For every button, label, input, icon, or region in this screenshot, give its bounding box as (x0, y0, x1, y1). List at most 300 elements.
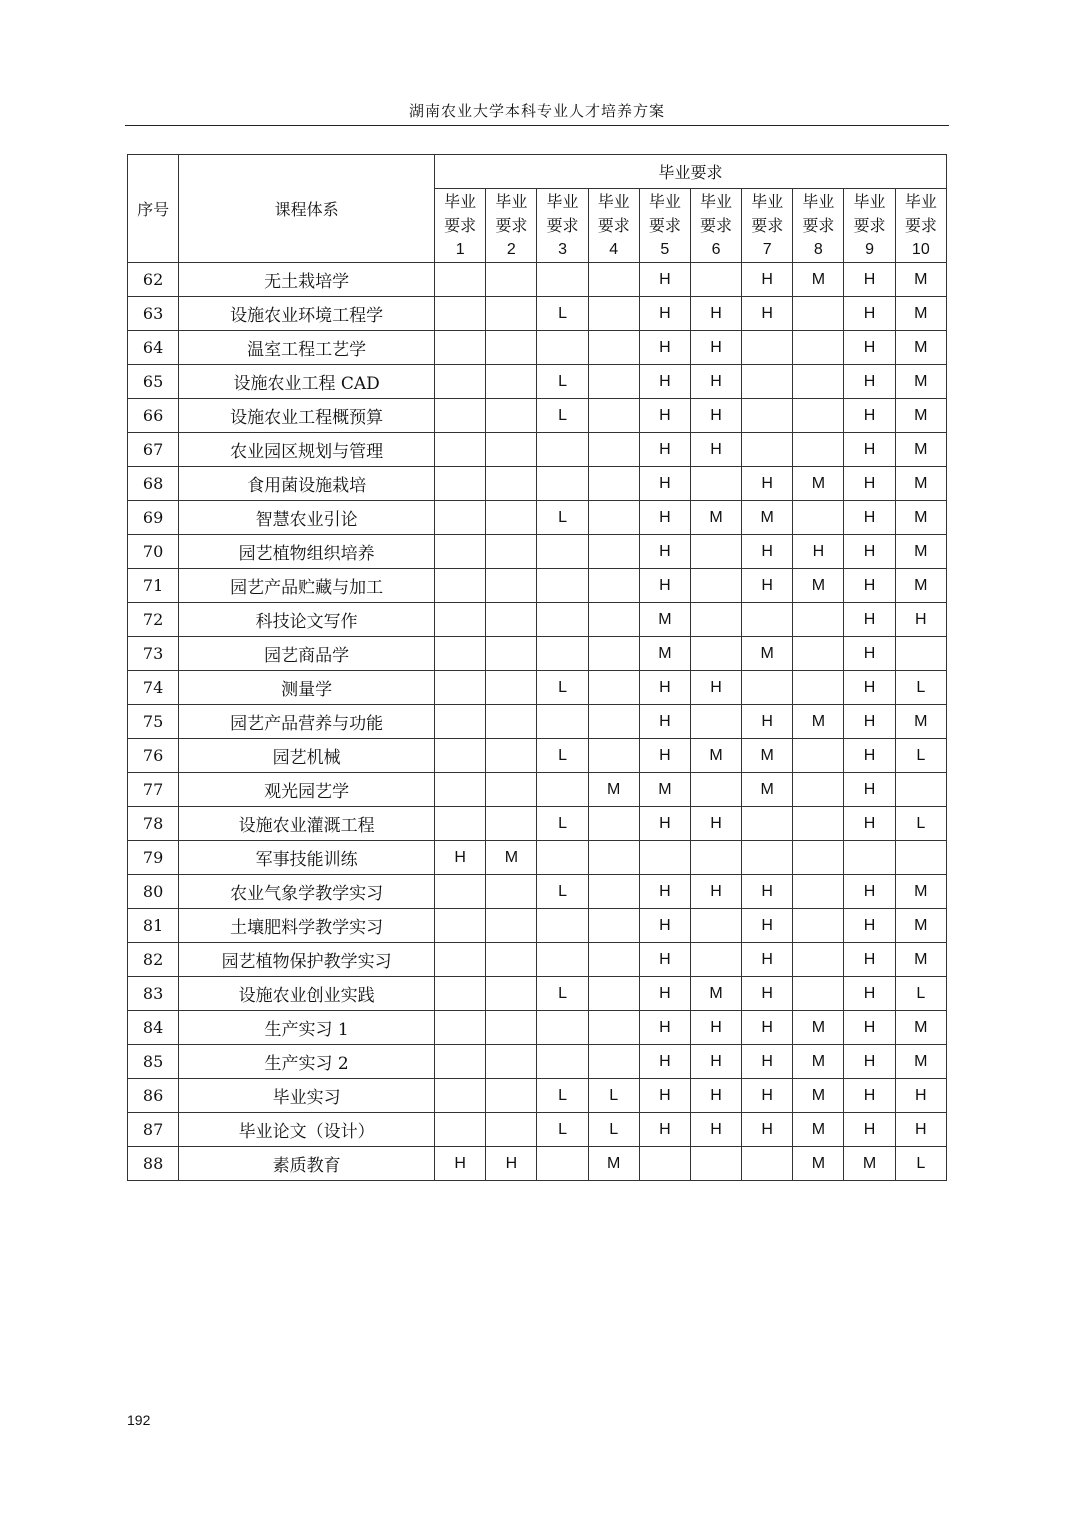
requirement-label-line1: 毕业 (597, 191, 630, 211)
support-level-cell: L (537, 297, 588, 331)
support-level-cell (690, 943, 741, 977)
requirement-label-line1: 毕业 (700, 191, 733, 211)
support-level-cell: M (793, 569, 844, 603)
support-level-cell: H (690, 671, 741, 705)
support-level-cell (537, 705, 588, 739)
serial-number-cell: 72 (128, 603, 179, 637)
support-level-cell (537, 603, 588, 637)
header-requirement-9 (844, 189, 895, 263)
support-level-cell (639, 841, 690, 875)
support-level-cell: H (742, 1079, 793, 1113)
support-level-cell: H (690, 807, 741, 841)
support-level-cell (588, 875, 639, 909)
support-level-cell (639, 1147, 690, 1181)
support-level-cell: H (639, 739, 690, 773)
support-level-cell (588, 671, 639, 705)
table-row (128, 535, 947, 569)
support-level-cell: H (639, 1113, 690, 1147)
requirement-label-line1: 毕业 (546, 191, 579, 211)
support-level-cell (690, 467, 741, 501)
serial-number-cell: 65 (128, 365, 179, 399)
support-level-cell (486, 1079, 537, 1113)
support-level-cell (690, 535, 741, 569)
support-level-cell: H (844, 1045, 895, 1079)
requirement-number: 3 (558, 240, 567, 258)
support-level-cell (486, 1045, 537, 1079)
support-level-cell: H (742, 569, 793, 603)
support-level-cell: H (639, 875, 690, 909)
support-level-cell: H (690, 297, 741, 331)
support-level-cell: L (895, 739, 946, 773)
support-level-cell: M (588, 1147, 639, 1181)
requirement-number: 6 (711, 240, 721, 258)
serial-number-cell: 86 (128, 1079, 179, 1113)
support-level-cell (435, 705, 486, 739)
support-level-cell: H (690, 433, 741, 467)
header-requirement-7 (742, 189, 793, 263)
support-level-cell: H (844, 501, 895, 535)
support-level-cell: H (844, 569, 895, 603)
support-level-cell (793, 603, 844, 637)
requirement-label-line2: 要求 (802, 215, 835, 235)
support-level-cell (537, 841, 588, 875)
support-level-cell: M (895, 875, 946, 909)
serial-number-cell: 67 (128, 433, 179, 467)
table-row (128, 263, 947, 297)
requirement-label-line2: 要求 (648, 215, 681, 235)
support-level-cell (793, 977, 844, 1011)
table-row (128, 671, 947, 705)
support-level-cell: L (895, 1147, 946, 1181)
support-level-cell: H (844, 705, 895, 739)
support-level-cell: H (639, 943, 690, 977)
serial-number-cell: 88 (128, 1147, 179, 1181)
support-level-cell (486, 637, 537, 671)
serial-number-cell: 83 (128, 977, 179, 1011)
support-level-cell: H (844, 739, 895, 773)
support-level-cell: H (793, 535, 844, 569)
support-level-cell (844, 841, 895, 875)
table-row (128, 603, 947, 637)
support-level-cell (435, 399, 486, 433)
support-level-cell (742, 1147, 793, 1181)
support-level-cell (895, 773, 946, 807)
requirement-label-line1: 毕业 (751, 191, 784, 211)
support-level-cell: H (690, 331, 741, 365)
table-row (128, 399, 947, 433)
support-level-cell (588, 603, 639, 637)
support-level-cell: H (639, 535, 690, 569)
support-level-cell (486, 1113, 537, 1147)
table-row (128, 365, 947, 399)
support-level-cell (486, 433, 537, 467)
header-rule (125, 125, 949, 126)
support-level-cell (690, 603, 741, 637)
support-level-cell (690, 705, 741, 739)
support-level-cell (793, 331, 844, 365)
support-level-cell: H (742, 1045, 793, 1079)
support-level-cell (588, 943, 639, 977)
support-level-cell: H (895, 603, 946, 637)
requirement-number: 5 (660, 240, 670, 258)
course-name-cell: 观光园艺学 (179, 773, 435, 807)
support-level-cell: H (844, 637, 895, 671)
support-level-cell (486, 705, 537, 739)
table-row (128, 569, 947, 603)
support-level-cell: H (690, 1113, 741, 1147)
serial-number-cell: 84 (128, 1011, 179, 1045)
table-row (128, 1079, 947, 1113)
table-row (128, 739, 947, 773)
serial-number-cell: 74 (128, 671, 179, 705)
support-level-cell (435, 297, 486, 331)
support-level-cell: M (895, 705, 946, 739)
support-level-cell (690, 909, 741, 943)
support-level-cell (435, 943, 486, 977)
support-level-cell: H (690, 875, 741, 909)
course-name-cell: 生产实习 1 (179, 1011, 435, 1045)
support-level-cell: H (844, 263, 895, 297)
support-level-cell: H (895, 1113, 946, 1147)
support-level-cell (690, 1147, 741, 1181)
support-level-cell (537, 943, 588, 977)
support-level-cell: H (844, 535, 895, 569)
support-level-cell: H (742, 297, 793, 331)
header-serial-number: 序号 (128, 155, 179, 263)
support-level-cell: M (793, 1113, 844, 1147)
support-level-cell (486, 535, 537, 569)
support-level-cell (742, 807, 793, 841)
support-level-cell: H (844, 331, 895, 365)
support-level-cell: H (639, 467, 690, 501)
course-name-cell: 设施农业环境工程学 (179, 297, 435, 331)
support-level-cell: M (742, 501, 793, 535)
serial-number-cell: 73 (128, 637, 179, 671)
support-level-cell: H (639, 433, 690, 467)
support-level-cell: H (639, 1079, 690, 1113)
course-name-cell: 毕业实习 (179, 1079, 435, 1113)
support-level-cell (537, 773, 588, 807)
support-level-cell (793, 807, 844, 841)
support-level-cell: H (690, 1045, 741, 1079)
support-level-cell (537, 637, 588, 671)
support-level-cell (588, 535, 639, 569)
support-level-cell: L (895, 977, 946, 1011)
serial-number-cell: 78 (128, 807, 179, 841)
support-level-cell: H (486, 1147, 537, 1181)
course-name-cell: 园艺产品贮藏与加工 (179, 569, 435, 603)
requirement-label-line1: 毕业 (853, 191, 886, 211)
support-level-cell: H (742, 705, 793, 739)
support-level-cell: H (844, 773, 895, 807)
support-level-cell (435, 1011, 486, 1045)
header-requirement-8 (793, 189, 844, 263)
serial-number-cell: 76 (128, 739, 179, 773)
support-level-cell (588, 501, 639, 535)
serial-number-cell: 71 (128, 569, 179, 603)
support-level-cell: L (895, 807, 946, 841)
support-level-cell: M (486, 841, 537, 875)
support-level-cell (742, 365, 793, 399)
support-level-cell: H (690, 1011, 741, 1045)
support-level-cell: H (844, 875, 895, 909)
support-level-cell (588, 637, 639, 671)
support-level-cell (793, 943, 844, 977)
table-row (128, 943, 947, 977)
support-level-cell: H (639, 909, 690, 943)
support-level-cell: M (895, 263, 946, 297)
support-level-cell: H (742, 535, 793, 569)
support-level-cell: M (793, 705, 844, 739)
support-level-cell: M (639, 773, 690, 807)
header-course-system: 课程体系 (179, 155, 435, 263)
table-row (128, 773, 947, 807)
requirement-label-line2: 要求 (700, 215, 733, 235)
header-requirement-3 (537, 189, 588, 263)
course-name-cell: 温室工程工艺学 (179, 331, 435, 365)
support-level-cell (435, 875, 486, 909)
table-row (128, 977, 947, 1011)
support-level-cell: H (844, 297, 895, 331)
support-level-cell (435, 637, 486, 671)
requirement-label-line2: 要求 (444, 215, 477, 235)
support-level-cell (588, 1045, 639, 1079)
support-level-cell: M (895, 331, 946, 365)
support-level-cell (435, 773, 486, 807)
support-level-cell (588, 263, 639, 297)
support-level-cell: H (844, 399, 895, 433)
course-name-cell: 设施农业工程概预算 (179, 399, 435, 433)
support-level-cell (435, 909, 486, 943)
support-level-cell: L (537, 1113, 588, 1147)
support-level-cell: M (793, 263, 844, 297)
support-level-cell (793, 637, 844, 671)
support-level-cell (793, 841, 844, 875)
requirement-number: 4 (609, 240, 619, 258)
requirement-label-line1: 毕业 (904, 191, 937, 211)
serial-number-cell: 80 (128, 875, 179, 909)
support-level-cell (435, 501, 486, 535)
requirement-label-line2: 要求 (853, 215, 886, 235)
support-level-cell (435, 535, 486, 569)
support-level-cell (435, 263, 486, 297)
requirement-number: 1 (455, 240, 465, 258)
support-level-cell: L (537, 1079, 588, 1113)
support-level-cell (486, 365, 537, 399)
support-level-cell (690, 263, 741, 297)
header-requirement-5 (639, 189, 690, 263)
support-level-cell: H (895, 1079, 946, 1113)
support-level-cell: M (895, 535, 946, 569)
course-name-cell: 生产实习 2 (179, 1045, 435, 1079)
table-row (128, 467, 947, 501)
course-name-cell: 设施农业工程 CAD (179, 365, 435, 399)
course-name-cell: 毕业论文（设计） (179, 1113, 435, 1147)
serial-number-cell: 64 (128, 331, 179, 365)
support-level-cell: M (895, 501, 946, 535)
support-level-cell: H (844, 943, 895, 977)
support-level-cell: H (690, 399, 741, 433)
support-level-cell: M (793, 1045, 844, 1079)
support-level-cell (486, 331, 537, 365)
course-name-cell: 土壤肥料学教学实习 (179, 909, 435, 943)
support-level-cell (793, 875, 844, 909)
requirement-number: 7 (762, 240, 772, 258)
course-name-cell: 园艺商品学 (179, 637, 435, 671)
serial-number-cell: 63 (128, 297, 179, 331)
course-name-cell: 园艺植物组织培养 (179, 535, 435, 569)
requirement-label-line2: 要求 (495, 215, 528, 235)
requirement-label-line2: 要求 (597, 215, 630, 235)
support-level-cell (486, 671, 537, 705)
support-level-cell (588, 365, 639, 399)
support-level-cell: H (639, 331, 690, 365)
support-level-cell (588, 1011, 639, 1045)
support-level-cell (435, 331, 486, 365)
support-level-cell (435, 603, 486, 637)
support-level-cell: M (895, 943, 946, 977)
page-number: 192 (127, 1412, 151, 1428)
header-graduation-requirements: 毕业要求 (435, 155, 947, 189)
support-level-cell: H (639, 297, 690, 331)
requirement-number: 10 (911, 240, 930, 258)
support-level-cell (537, 1011, 588, 1045)
table-row (128, 501, 947, 535)
support-level-cell: M (895, 569, 946, 603)
support-level-cell (435, 671, 486, 705)
support-level-cell: L (588, 1113, 639, 1147)
requirement-label-line2: 要求 (751, 215, 784, 235)
support-level-cell (793, 297, 844, 331)
support-level-cell (537, 1045, 588, 1079)
support-level-cell (742, 399, 793, 433)
support-level-cell: M (793, 1147, 844, 1181)
running-header: 湖南农业大学本科专业人才培养方案 (408, 102, 665, 120)
course-name-cell: 军事技能训练 (179, 841, 435, 875)
support-level-cell (588, 909, 639, 943)
support-level-cell: M (793, 467, 844, 501)
support-level-cell: L (895, 671, 946, 705)
support-level-cell: H (844, 433, 895, 467)
support-level-cell (486, 977, 537, 1011)
support-level-cell: L (537, 739, 588, 773)
support-level-cell: M (844, 1147, 895, 1181)
serial-number-cell: 66 (128, 399, 179, 433)
table-row (128, 705, 947, 739)
table-row (128, 331, 947, 365)
support-level-cell: M (742, 773, 793, 807)
support-level-cell: H (844, 671, 895, 705)
support-level-cell: M (742, 739, 793, 773)
support-level-cell (588, 569, 639, 603)
support-level-cell: H (742, 977, 793, 1011)
support-level-cell: M (895, 909, 946, 943)
course-name-cell: 无土栽培学 (179, 263, 435, 297)
requirement-label-line2: 要求 (546, 215, 579, 235)
support-level-cell: H (639, 569, 690, 603)
course-name-cell: 科技论文写作 (179, 603, 435, 637)
support-level-cell: H (639, 807, 690, 841)
header-requirement-1 (435, 189, 486, 263)
support-level-cell: H (742, 875, 793, 909)
support-level-cell (588, 739, 639, 773)
support-level-cell (486, 943, 537, 977)
support-level-cell: H (690, 1079, 741, 1113)
support-level-cell: L (537, 977, 588, 1011)
support-level-cell (742, 841, 793, 875)
support-level-cell (588, 841, 639, 875)
support-level-cell (537, 331, 588, 365)
support-level-cell: H (844, 603, 895, 637)
table-body (128, 263, 947, 1181)
support-level-cell: H (844, 1113, 895, 1147)
course-name-cell: 园艺机械 (179, 739, 435, 773)
support-level-cell (793, 671, 844, 705)
support-level-cell (537, 467, 588, 501)
support-level-cell: M (742, 637, 793, 671)
support-level-cell: L (537, 365, 588, 399)
serial-number-cell: 85 (128, 1045, 179, 1079)
header-requirement-6 (690, 189, 741, 263)
support-level-cell: M (895, 297, 946, 331)
support-level-cell (435, 569, 486, 603)
table-row (128, 807, 947, 841)
requirement-number: 8 (813, 240, 823, 258)
support-level-cell: H (639, 365, 690, 399)
support-level-cell (537, 263, 588, 297)
support-level-cell (435, 467, 486, 501)
support-level-cell: L (537, 671, 588, 705)
support-level-cell (895, 637, 946, 671)
requirement-number: 2 (506, 240, 516, 258)
support-level-cell (588, 977, 639, 1011)
support-level-cell: M (895, 1011, 946, 1045)
support-level-cell (793, 399, 844, 433)
serial-number-cell: 62 (128, 263, 179, 297)
support-level-cell (588, 807, 639, 841)
table-row (128, 1113, 947, 1147)
support-level-cell (588, 331, 639, 365)
support-level-cell (486, 739, 537, 773)
support-level-cell (793, 433, 844, 467)
support-level-cell: M (793, 1011, 844, 1045)
support-level-cell (690, 773, 741, 807)
support-level-cell (435, 1079, 486, 1113)
support-level-cell (895, 841, 946, 875)
support-level-cell: M (895, 365, 946, 399)
support-level-cell: H (742, 263, 793, 297)
support-level-cell: M (639, 603, 690, 637)
support-level-cell: H (844, 365, 895, 399)
requirement-number: 9 (865, 240, 874, 258)
support-level-cell (793, 365, 844, 399)
table-row (128, 841, 947, 875)
support-level-cell: M (588, 773, 639, 807)
support-level-cell (486, 501, 537, 535)
support-level-cell (690, 637, 741, 671)
header-requirement-2 (486, 189, 537, 263)
support-level-cell (742, 603, 793, 637)
support-level-cell: H (639, 263, 690, 297)
support-level-cell: L (588, 1079, 639, 1113)
support-level-cell: L (537, 501, 588, 535)
support-level-cell (435, 977, 486, 1011)
support-level-cell: H (844, 467, 895, 501)
table-row (128, 297, 947, 331)
support-level-cell (486, 467, 537, 501)
support-level-cell (537, 535, 588, 569)
support-level-cell (793, 501, 844, 535)
